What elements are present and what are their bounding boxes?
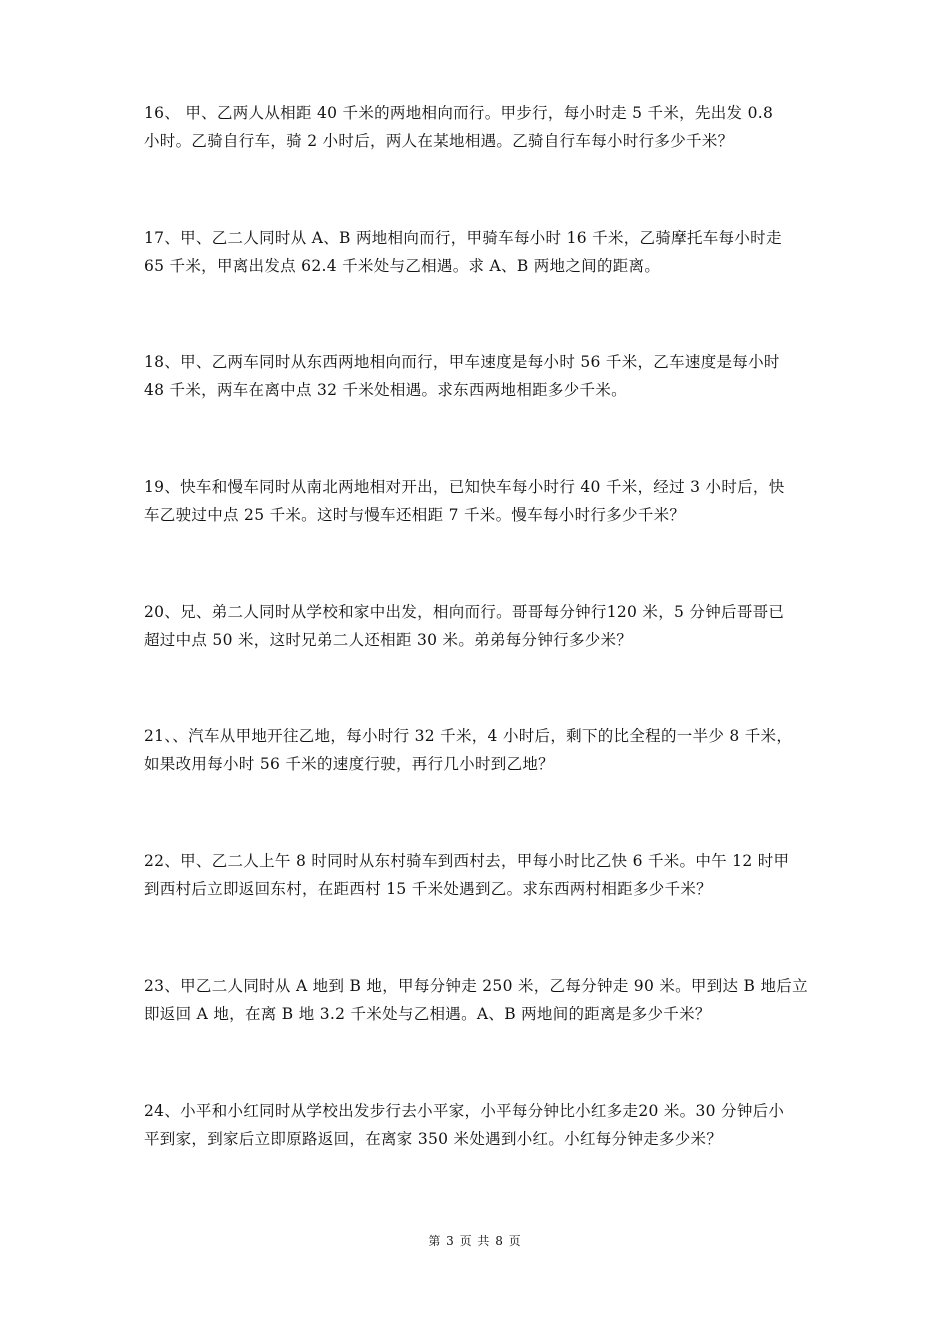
problem-18 [144,348,810,404]
problem-23 [144,972,810,1028]
problem-line: 如果改用每小时 56 千米的速度行驶，再行几小时到乙地？ [144,755,554,773]
problem-line: 23、甲乙二人同时从 A 地到 B 地，甲每分钟走 250 米，乙每分钟走 90 米。甲到达 B 地后立 [144,977,808,995]
problem-line: 到西村后立即返回东村，在距西村 15 千米处遇到乙。求东西两村相距多少千米？ [144,880,712,898]
problem-line: 21、、汽车从甲地开往乙地，每小时行 32 千米，4 小时后，剩下的比全程的一半少 8 千米， [144,727,793,745]
problem-line: 超过中点 50 米，这时兄弟二人还相距 30 米。弟弟每分钟行多少米？ [144,631,633,649]
problem-16 [144,99,810,155]
problem-line: 17、甲、乙二人同时从 A、B 两地相向而行，甲骑车每小时 16 千米，乙骑摩托车每小时走 [144,229,782,247]
problem-line: 22、甲、乙二人上午 8 时同时从东村骑车到西村去，甲每小时比乙快 6 千米。中午 12 时甲 [144,852,790,870]
problem-line: 65 千米，甲离出发点 62.4 千米处与乙相遇。求 A、B 两地之间的距离。 [144,257,661,275]
problem-20 [144,598,810,654]
problem-line: 小时。乙骑自行车，骑 2 小时后，两人在某地相遇。乙骑自行车每小时行多少千米？ [144,132,734,150]
problem-17 [144,224,810,280]
problem-line: 19、快车和慢车同时从南北两地相对开出，已知快车每小时行 40 千米，经过 3 小时后，快 [144,478,785,496]
problem-line: 24、小平和小红同时从学校出发步行去小平家，小平每分钟比小红多走20 米。30 分钟后小 [144,1102,785,1120]
problem-22 [144,847,810,903]
page-number-label: 第 3 页 共 8 页 [428,1234,522,1248]
problem-line: 18、甲、乙两车同时从东西两地相向而行，甲车速度是每小时 56 千米，乙车速度是每小时 [144,353,780,371]
problem-24 [144,1097,810,1153]
problem-line: 48 千米，两车在离中点 32 千米处相遇。求东西两地相距多少千米。 [144,381,627,399]
problem-line: 平到家，到家后立即原路返回，在离家 350 米处遇到小红。小红每分钟走多少米？ [144,1130,723,1148]
problem-line: 即返回 A 地，在离 B 地 3.2 千米处与乙相遇。A、B 两地间的距离是多少千米？ [144,1005,711,1023]
problem-19 [144,473,810,529]
problem-line: 16、 甲、乙两人从相距 40 千米的两地相向而行。甲步行，每小时走 5 千米，先出发 0.8 [144,104,774,122]
problem-line: 车乙驶过中点 25 千米。这时与慢车还相距 7 千米。慢车每小时行多少千米？ [144,506,686,524]
problem-21 [144,722,810,778]
page-footer [0,1232,950,1249]
problem-line: 20、兄、弟二人同时从学校和家中出发，相向而行。哥哥每分钟行120 米，5 分钟后哥哥已 [144,603,785,621]
